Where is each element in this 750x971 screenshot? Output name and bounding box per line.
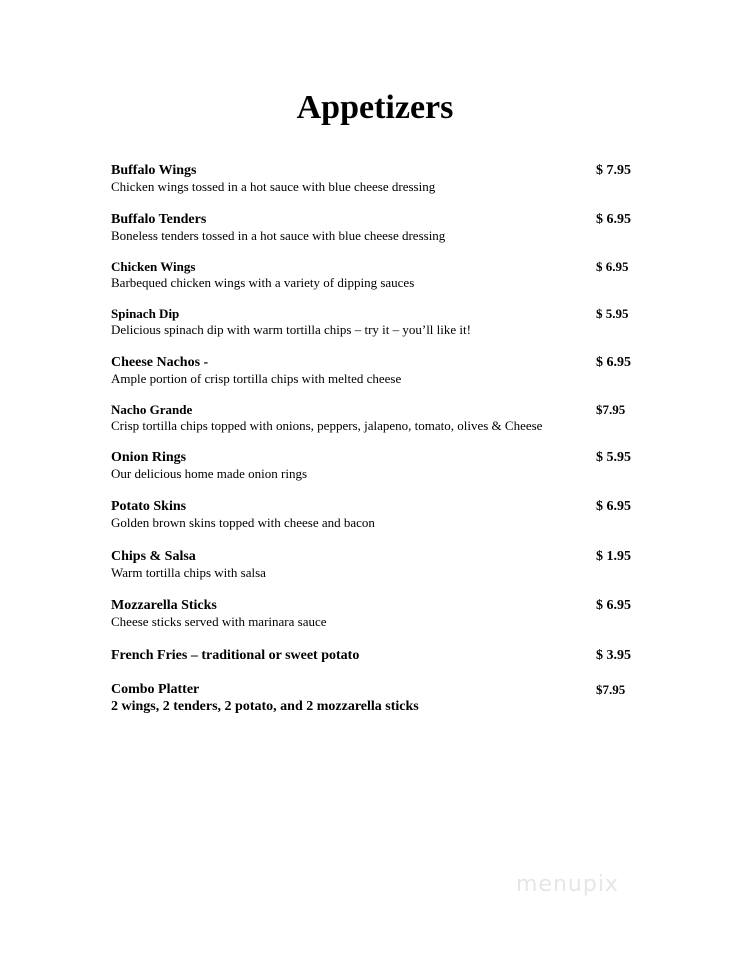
item-price: $ 3.95 — [596, 648, 631, 663]
watermark-logo: menupix — [516, 872, 619, 897]
item-description: Warm tortilla chips with salsa — [111, 565, 266, 580]
item-name: Nacho Grande — [111, 402, 193, 417]
menu-item-onion-rings — [111, 449, 641, 482]
item-name: Buffalo Wings — [111, 163, 197, 178]
page-title: Appetizers — [296, 89, 454, 126]
item-price: $7.95 — [596, 402, 626, 417]
item-description: Crisp tortilla chips topped with onions, peppers, jalapeno, tomato, olives & Cheese — [111, 418, 543, 433]
item-name: Mozzarella Sticks — [111, 598, 217, 613]
item-name: French Fries – traditional or sweet potato — [111, 648, 360, 663]
item-description: Cheese sticks served with marinara sauce — [111, 614, 327, 629]
item-description: Chicken wings tossed in a hot sauce with blue cheese dressing — [111, 179, 436, 194]
item-price: $ 1.95 — [596, 549, 631, 564]
item-name: Combo Platter — [111, 682, 200, 697]
menu-item-mozzarella-sticks — [111, 597, 641, 630]
item-price: $ 5.95 — [596, 450, 631, 465]
menu-item-french-fries — [111, 647, 641, 664]
item-description: Boneless tenders tossed in a hot sauce with blue cheese dressing — [111, 228, 446, 243]
item-name: Cheese Nachos - — [111, 355, 209, 370]
item-name: Chips & Salsa — [111, 549, 196, 564]
item-description: Our delicious home made onion rings — [111, 466, 308, 481]
item-description: Barbequed chicken wings with a variety of dipping sauces — [111, 275, 415, 290]
item-description: Delicious spinach dip with warm tortilla chips – try it – you’ll like it! — [111, 322, 471, 337]
item-name: Potato Skins — [111, 499, 187, 514]
item-description: Golden brown skins topped with cheese and bacon — [111, 515, 375, 530]
menu-item-spinach-dip — [111, 305, 641, 338]
menu-item-nacho-grande — [111, 401, 641, 434]
item-price: $ 7.95 — [596, 163, 631, 178]
item-name: Spinach Dip — [111, 306, 180, 321]
menu-item-combo-platter — [111, 681, 641, 715]
menu-item-buffalo-tenders — [111, 211, 641, 244]
menu-item-chips-salsa — [111, 548, 641, 581]
item-price: $ 6.95 — [596, 259, 629, 274]
item-name: Onion Rings — [111, 450, 187, 465]
item-price: $ 6.95 — [596, 499, 631, 514]
item-price: $7.95 — [596, 682, 626, 697]
item-description: Ample portion of crisp tortilla chips with melted cheese — [111, 371, 402, 386]
menu-item-buffalo-wings — [111, 162, 641, 195]
menu-item-chicken-wings — [111, 258, 641, 291]
item-name: Buffalo Tenders — [111, 212, 207, 227]
item-price: $ 5.95 — [596, 306, 629, 321]
item-name: Chicken Wings — [111, 259, 196, 274]
item-price: $ 6.95 — [596, 598, 631, 613]
item-price: $ 6.95 — [596, 355, 631, 370]
item-price: $ 6.95 — [596, 212, 631, 227]
menu-item-cheese-nachos — [111, 354, 641, 387]
item-description: 2 wings, 2 tenders, 2 potato, and 2 mozzarella sticks — [111, 699, 419, 714]
menu-item-potato-skins — [111, 498, 641, 531]
